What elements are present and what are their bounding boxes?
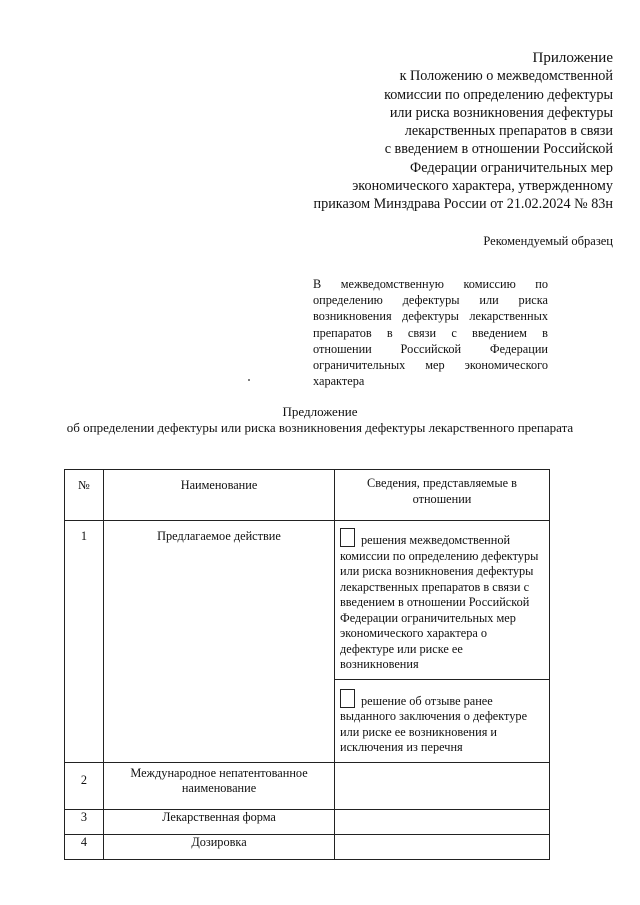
table-row [65, 521, 550, 763]
row-value-field[interactable] [335, 809, 550, 834]
option-revoke-decision [335, 679, 549, 762]
header-name: Наименование [104, 470, 335, 521]
row-number: 2 [65, 762, 104, 809]
table-header-row [65, 470, 550, 521]
table-row [65, 834, 550, 859]
appendix-line: комиссии по определению дефектуры [384, 86, 613, 103]
option-text-rest: выданного заключения о дефектуре или риске ее возникновения и исключения из перечня [340, 709, 528, 754]
stray-mark [248, 379, 250, 381]
header-info: Сведения, представляемые в отношении [335, 470, 550, 521]
option-commission-decision [335, 521, 549, 679]
header-number: № [65, 470, 104, 521]
table-row [65, 762, 550, 809]
row-number: 1 [65, 521, 104, 763]
title-line-1: Предложение [282, 404, 358, 419]
option-text-first: решение об отзыве ранее [361, 693, 493, 708]
appendix-line: лекарственных препаратов в связи [404, 123, 613, 140]
row-value-field[interactable] [335, 762, 550, 809]
checkbox[interactable] [340, 528, 355, 547]
appendix-line: к Положению о межведомственной [399, 68, 613, 85]
option-text-rest: комиссии по определению дефектуры или риска возникновения дефектуры лекарственных препаратов в связи с введением в отношении Российской Федерации ограничительных мер экономического характера о дефектуре или риске ее возникновения [340, 548, 539, 671]
appendix-line: приказом Минздрава России от 21.02.2024 № 83н [313, 196, 613, 213]
appendix-header [193, 49, 613, 214]
appendix-line: Федерации ограничительных мер [410, 159, 613, 176]
document-title [60, 404, 580, 435]
action-options-cell [335, 521, 550, 763]
appendix-line: Приложение [532, 50, 613, 66]
row-number: 3 [65, 809, 104, 834]
table-row [65, 809, 550, 834]
row-number: 4 [65, 834, 104, 859]
proposal-table [64, 469, 550, 860]
appendix-line: экономического характера, утвержденному [352, 178, 613, 195]
addressee-block: В межведомственную комиссию по определению дефектуры или риска возникновения дефектуры лекарственных препаратов в связи с введением в отношении Российской Федерации ограничительных мер экономического характера [313, 277, 548, 389]
row-name: Дозировка [104, 834, 335, 859]
row-value-field[interactable] [335, 834, 550, 859]
title-line-2: об определении дефектуры или риска возникновения дефектуры лекарственного препарата [66, 419, 574, 435]
row-name: Международное непатентованное наименование [104, 762, 335, 809]
appendix-line: или риска возникновения дефектуры [389, 104, 613, 121]
checkbox[interactable] [340, 689, 355, 708]
sample-label: Рекомендуемый образец [483, 234, 613, 248]
row-name: Лекарственная форма [104, 809, 335, 834]
appendix-line: с введением в отношении Российской [384, 141, 613, 158]
row-name: Предлагаемое действие [104, 521, 335, 763]
option-text-first: решения межведомственной [361, 533, 511, 547]
